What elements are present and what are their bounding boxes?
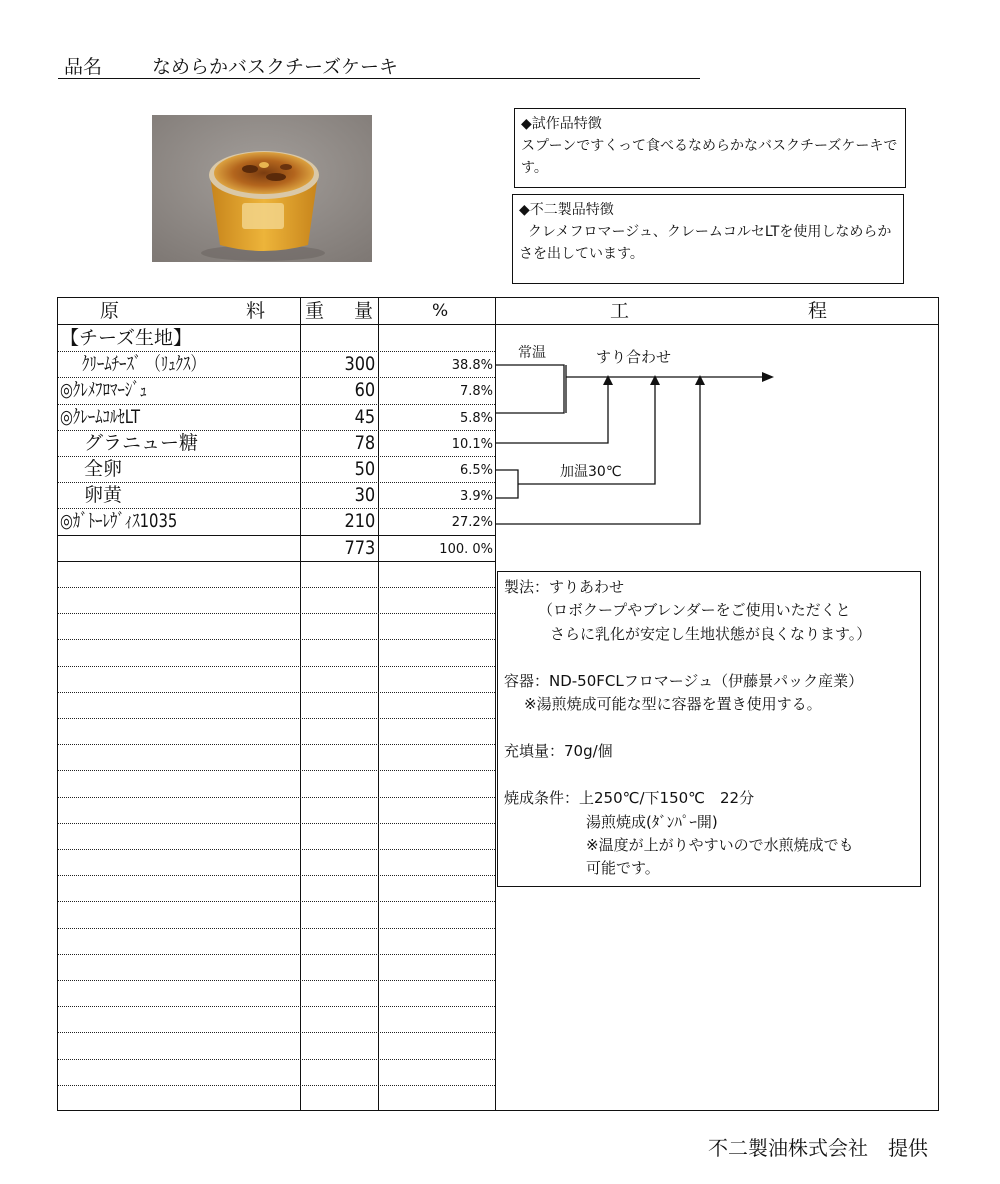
section-title: 【チーズ生地】 [60,327,193,349]
header-weight-b: 量 [354,300,374,322]
section-row [58,325,495,351]
method-line-fill: 充填量：70g/個 [504,742,613,760]
trial-product-features-box [514,108,906,188]
ingredient-weight: 78 [354,431,375,454]
header-ingredient-b: 料 [246,300,266,322]
title-row [58,52,700,79]
ingredient-percent: 38.8% [451,358,493,374]
ingredient-row [58,508,495,534]
method-line-container: 容器：ND-50FCLフロマージュ（伊藤景パック産業） [504,672,864,690]
header-weight-a: 重 [305,300,325,322]
process-mix: すり合わせ [596,348,672,366]
ingredient-percent: 7.8% [459,384,493,400]
ingredient-percent: 6.5% [459,463,493,478]
method-line-1: 製法：すりあわせ [504,578,625,596]
trial-features-heading: ◆試作品特徴 [521,116,602,132]
ingredient-name: ◎ｶﾞﾄｰﾚｳﾞｨｽ1035 [60,510,178,533]
ingredient-name: 全卵 [84,458,123,480]
header-process-a: 工 [610,300,630,322]
header-percent: % [432,301,449,321]
ingredient-row [58,404,495,430]
ingredient-row [58,351,495,377]
ingredient-weight: 30 [354,484,375,507]
method-line-3: さらに乳化が安定し生地状態が良くなります。） [550,625,872,643]
ingredient-percent: 5.8% [459,410,493,426]
fuji-product-features-box [512,194,904,284]
total-weight: 773 [344,536,375,559]
ingredient-row [58,430,495,456]
method-line-note-2: 可能です。 [586,859,660,877]
ingredient-percent: 10.1% [451,436,493,452]
process-room-temp: 常温 [518,345,546,361]
trial-features-text: スプーンですくって食べるなめらかなバスクチーズケーキです。 [521,138,898,176]
method-line-note: ※温度が上がりやすいので水煎焼成でも [586,836,854,854]
ingredient-weight: 60 [354,379,375,402]
ingredient-percent: 3.9% [459,489,493,505]
ingredient-weight: 210 [344,510,375,533]
ingredient-row [58,482,495,508]
fuji-features-text: クレメフロマージュ、クレームコルセLTを使用しなめらかさを出しています。 [519,224,892,262]
ingredient-name: ｸﾘｰﾑﾁｰｽﾞ （ﾘｭｸｽ） [82,353,206,376]
process-warm: 加温30℃ [560,464,622,480]
method-line-container-note: ※湯煎焼成可能な型に容器を置き使用する。 [524,695,822,713]
ingredient-percent: 27.2% [451,515,493,531]
ingredient-row [58,456,495,482]
ingredient-row [58,377,495,403]
title-label: 品名 [64,56,103,78]
ingredient-name: ◎ｸﾚｰﾑｺﾙｾLT [60,405,141,428]
total-row [58,535,495,561]
total-percent: 100. 0% [439,541,493,557]
company-credit: 不二製油株式会社 提供 [708,1136,928,1160]
method-line-baking: 焼成条件：上250℃/下150℃ 22分 [504,789,755,807]
ingredient-weight: 45 [354,405,375,428]
ingredient-name: グラニュー糖 [84,431,199,454]
header-process-b: 程 [808,300,828,322]
header-ingredient-a: 原 [100,300,120,322]
method-line-bath: 湯煎焼成(ﾀﾞﾝﾊﾟｰ開) [586,813,718,831]
fuji-features-heading: ◆不二製品特徴 [519,202,614,218]
method-box [497,571,921,887]
product-name: なめらかバスクチーズケーキ [152,56,399,78]
ingredient-weight: 300 [344,353,375,376]
ingredient-name: 卵黄 [84,484,123,507]
ingredient-name: ◎ｸﾚﾒﾌﾛﾏｰｼﾞｭ [60,379,148,402]
ingredient-weight: 50 [354,458,375,480]
method-line-2: （ロボクープやブレンダーをご使用いただくと [538,601,851,619]
product-photo [152,115,372,262]
